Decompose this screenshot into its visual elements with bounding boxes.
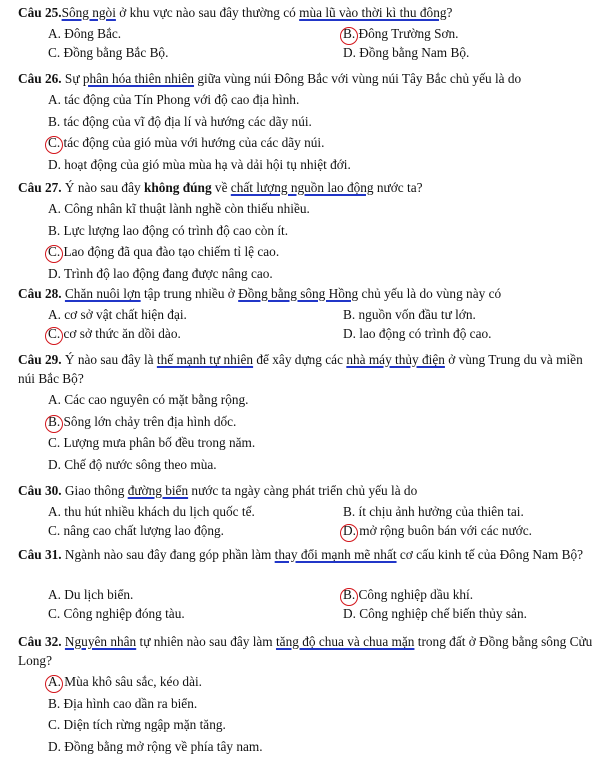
question-text: ở vùng Trung du và miền núi Bắc Bộ? xyxy=(18,352,583,386)
answer-option-b[interactable] xyxy=(48,112,312,131)
option-text: . Công nghiệp dầu khí. xyxy=(351,587,474,602)
answer-option-d[interactable] xyxy=(48,737,263,756)
answer-option-a[interactable] xyxy=(48,390,249,409)
option-letter: C xyxy=(48,435,57,450)
option-text: . Diện tích rừng ngập mặn tăng. xyxy=(56,717,226,732)
option-text: . Lực lượng lao động có trình độ cao còn ít. xyxy=(56,222,289,238)
option-text: . tác động của vĩ độ địa lí và hướng các dãy núi. xyxy=(56,113,312,129)
option-letter: D xyxy=(48,456,58,472)
option-text: . Sông lớn chảy trên địa hình dốc. xyxy=(56,413,237,429)
question-number: Câu 31. xyxy=(18,547,62,562)
answer-option-a[interactable] xyxy=(48,502,255,521)
question-stem xyxy=(18,284,599,303)
answer-option-c[interactable] xyxy=(48,433,255,452)
question-number: Câu 26. xyxy=(18,71,62,86)
underlined-phrase: thay đổi mạnh mẽ nhất xyxy=(274,547,397,562)
option-letter: A xyxy=(48,504,58,519)
underlined-phrase: tăng độ chua và chua mặn xyxy=(275,634,415,649)
option-text: . Lượng mưa phân bố đều trong năm. xyxy=(56,435,256,450)
answer-option-b[interactable] xyxy=(48,221,288,240)
option-letter: C xyxy=(48,717,57,732)
option-letter: A xyxy=(48,587,58,602)
option-letter: B xyxy=(48,695,57,711)
option-text: . Đông Trường Sơn. xyxy=(351,26,459,41)
question-text: về xyxy=(211,180,231,195)
answer-option-b[interactable] xyxy=(343,305,476,324)
question-number: Câu 29. xyxy=(18,352,62,367)
question-text: cơ cấu kinh tế của Đông Nam Bộ? xyxy=(396,547,584,562)
option-letter: B xyxy=(48,113,57,129)
question-text: chủ yếu là do vùng này có xyxy=(358,286,502,301)
answer-option-d[interactable] xyxy=(48,264,273,283)
selected-answer-circle: C xyxy=(48,135,57,150)
option-text: . Các cao nguyên có mặt bằng rộng. xyxy=(57,392,249,407)
option-letter: B xyxy=(343,307,352,322)
question-number: Câu 28. xyxy=(18,286,62,301)
answer-option-d[interactable] xyxy=(343,604,527,623)
option-letter: C xyxy=(48,606,57,621)
option-text: . Đông Bắc. xyxy=(57,26,122,41)
question-number: Câu 30. xyxy=(18,483,62,498)
question-text: trong đất ở Đồng bằng sông Cửu Long? xyxy=(18,634,593,668)
option-text: . Địa hình cao dần ra biển. xyxy=(56,695,198,711)
option-text: . cơ sở thức ăn dồi dào. xyxy=(56,326,181,341)
option-text: . nguồn vốn đầu tư lớn. xyxy=(351,307,476,322)
answer-option-d[interactable] xyxy=(343,521,532,540)
answer-option-b[interactable] xyxy=(343,585,473,604)
question-text: Ý nào sau đây là xyxy=(61,352,157,367)
answer-option-c[interactable] xyxy=(48,242,279,261)
option-text: . Công nghiệp đóng tàu. xyxy=(56,606,185,621)
underlined-phrase: Đồng bằng sông Hồng xyxy=(238,286,359,301)
question-stem xyxy=(18,3,599,22)
option-letter: B xyxy=(48,222,57,238)
option-text: . thu hút nhiều khách du lịch quốc tế. xyxy=(57,504,255,519)
answer-option-b[interactable] xyxy=(343,24,459,43)
option-text: . ít chịu ảnh hưởng của thiên tai. xyxy=(351,504,524,519)
question-text: nước ta? xyxy=(373,180,423,195)
option-text: . mở rộng buôn bán với các nước. xyxy=(352,523,532,538)
option-letter: A xyxy=(48,201,58,216)
answer-option-a[interactable] xyxy=(48,199,310,218)
answer-option-c[interactable] xyxy=(48,133,324,152)
answer-option-b[interactable] xyxy=(48,412,236,431)
answer-option-d[interactable] xyxy=(48,155,351,174)
selected-answer-circle: B xyxy=(343,587,352,602)
question-text: giữa vùng núi Đông Bắc với vùng núi Tây Bắc chủ yếu là do xyxy=(194,71,522,86)
option-letter: C xyxy=(48,45,57,60)
underlined-phrase: thế mạnh tự nhiên xyxy=(156,352,254,367)
option-letter: D xyxy=(343,606,353,621)
selected-answer-circle: B xyxy=(48,413,57,429)
option-text: . Đồng bằng Nam Bộ. xyxy=(352,45,470,60)
option-letter: A xyxy=(48,392,58,407)
option-letter: D xyxy=(48,156,58,172)
question-number: Câu 32. xyxy=(18,634,62,649)
question-text: Ý nào sau đây xyxy=(61,180,144,195)
underlined-phrase: Sông ngòi xyxy=(61,5,116,20)
question-stem xyxy=(18,69,599,88)
option-text: . Lao động đã qua đào tạo chiếm tỉ lệ cao. xyxy=(56,244,280,259)
underlined-phrase: Nguyên nhân xyxy=(64,634,137,649)
option-text: . Chế độ nước sông theo mùa. xyxy=(57,456,217,472)
answer-option-c[interactable] xyxy=(48,715,226,734)
answer-option-a[interactable] xyxy=(48,24,121,43)
option-text: . lao động có trình độ cao. xyxy=(352,326,492,341)
answer-option-c[interactable] xyxy=(48,521,224,540)
selected-answer-circle: C xyxy=(48,244,57,259)
question-text: tự nhiên nào sau đây làm xyxy=(136,634,276,649)
selected-answer-circle: A xyxy=(48,674,58,689)
underlined-phrase: chất lượng nguồn lao động xyxy=(230,180,374,195)
selected-answer-circle: C xyxy=(48,326,57,341)
question-text: Ngành nào sau đây đang góp phần làm xyxy=(61,547,275,562)
option-letter: C xyxy=(48,523,57,538)
option-text: . hoạt động của gió mùa mùa hạ và dải hội tụ nhiệt đới. xyxy=(57,156,351,172)
answer-option-a[interactable] xyxy=(48,672,202,691)
answer-option-a[interactable] xyxy=(48,90,299,109)
option-text: . Công nhân kĩ thuật lành nghề còn thiếu nhiều. xyxy=(57,201,310,216)
option-letter: D xyxy=(343,326,353,341)
answer-option-b[interactable] xyxy=(343,502,524,521)
question-text: nước ta ngày càng phát triển chủ yếu là do xyxy=(188,483,418,498)
option-letter: D xyxy=(343,45,353,60)
option-text: . Đồng bằng Bắc Bộ. xyxy=(56,45,169,60)
answer-option-d[interactable] xyxy=(343,43,469,62)
answer-option-d[interactable] xyxy=(48,455,217,474)
option-text: . Đồng bằng mở rộng về phía tây nam. xyxy=(57,738,263,754)
answer-option-a[interactable] xyxy=(48,585,133,604)
option-letter: B xyxy=(343,504,352,519)
question-text: ? xyxy=(446,5,453,20)
option-text: . Du lịch biển. xyxy=(57,587,134,602)
option-text: . Mùa khô sâu sắc, kéo dài. xyxy=(57,674,202,689)
question-stem xyxy=(18,545,599,564)
question-text: không đúng xyxy=(143,180,212,195)
question-number: Câu 25. xyxy=(18,5,62,20)
question-stem xyxy=(18,350,599,388)
answer-option-a[interactable] xyxy=(48,305,187,324)
underlined-phrase: nhà máy thủy điện xyxy=(346,352,445,367)
option-text: . cơ sở vật chất hiện đại. xyxy=(57,307,187,322)
option-letter: D xyxy=(48,265,58,281)
question-text: để xây dựng các xyxy=(253,352,347,367)
option-letter: A xyxy=(48,92,58,107)
option-letter: D xyxy=(48,738,58,754)
selected-answer-circle: B xyxy=(343,26,352,41)
option-text: . tác động của gió mùa với hướng của các dãy núi. xyxy=(56,135,325,150)
question-text: tập trung nhiều ở xyxy=(140,286,239,301)
question-text: Sự xyxy=(61,71,83,86)
answer-option-c[interactable] xyxy=(48,43,168,62)
question-number: Câu 27. xyxy=(18,180,62,195)
selected-answer-circle: D xyxy=(343,523,353,538)
option-text: . Trình độ lao động đang được nâng cao. xyxy=(57,265,273,281)
option-text: . tác động của Tín Phong với độ cao địa hình. xyxy=(57,92,300,107)
question-text: ở khu vực nào sau đây thường có xyxy=(115,5,300,20)
underlined-phrase: Chăn nuôi lợn xyxy=(64,286,141,301)
answer-option-c[interactable] xyxy=(48,324,181,343)
question-stem xyxy=(18,481,599,500)
question-stem xyxy=(18,178,599,197)
option-letter: A xyxy=(48,307,58,322)
answer-option-b[interactable] xyxy=(48,694,197,713)
option-text: . nâng cao chất lượng lao động. xyxy=(56,523,224,538)
underlined-phrase: phân hóa thiên nhiên xyxy=(82,71,195,86)
underlined-phrase: mùa lũ vào thời kì thu đông xyxy=(299,5,447,20)
answer-option-c[interactable] xyxy=(48,604,185,623)
option-letter: A xyxy=(48,26,58,41)
answer-option-d[interactable] xyxy=(343,324,491,343)
question-text: Giao thông xyxy=(61,483,128,498)
question-stem xyxy=(18,632,599,670)
underlined-phrase: đường biển xyxy=(127,483,189,498)
option-text: . Công nghiệp chế biến thủy sản. xyxy=(352,606,527,621)
